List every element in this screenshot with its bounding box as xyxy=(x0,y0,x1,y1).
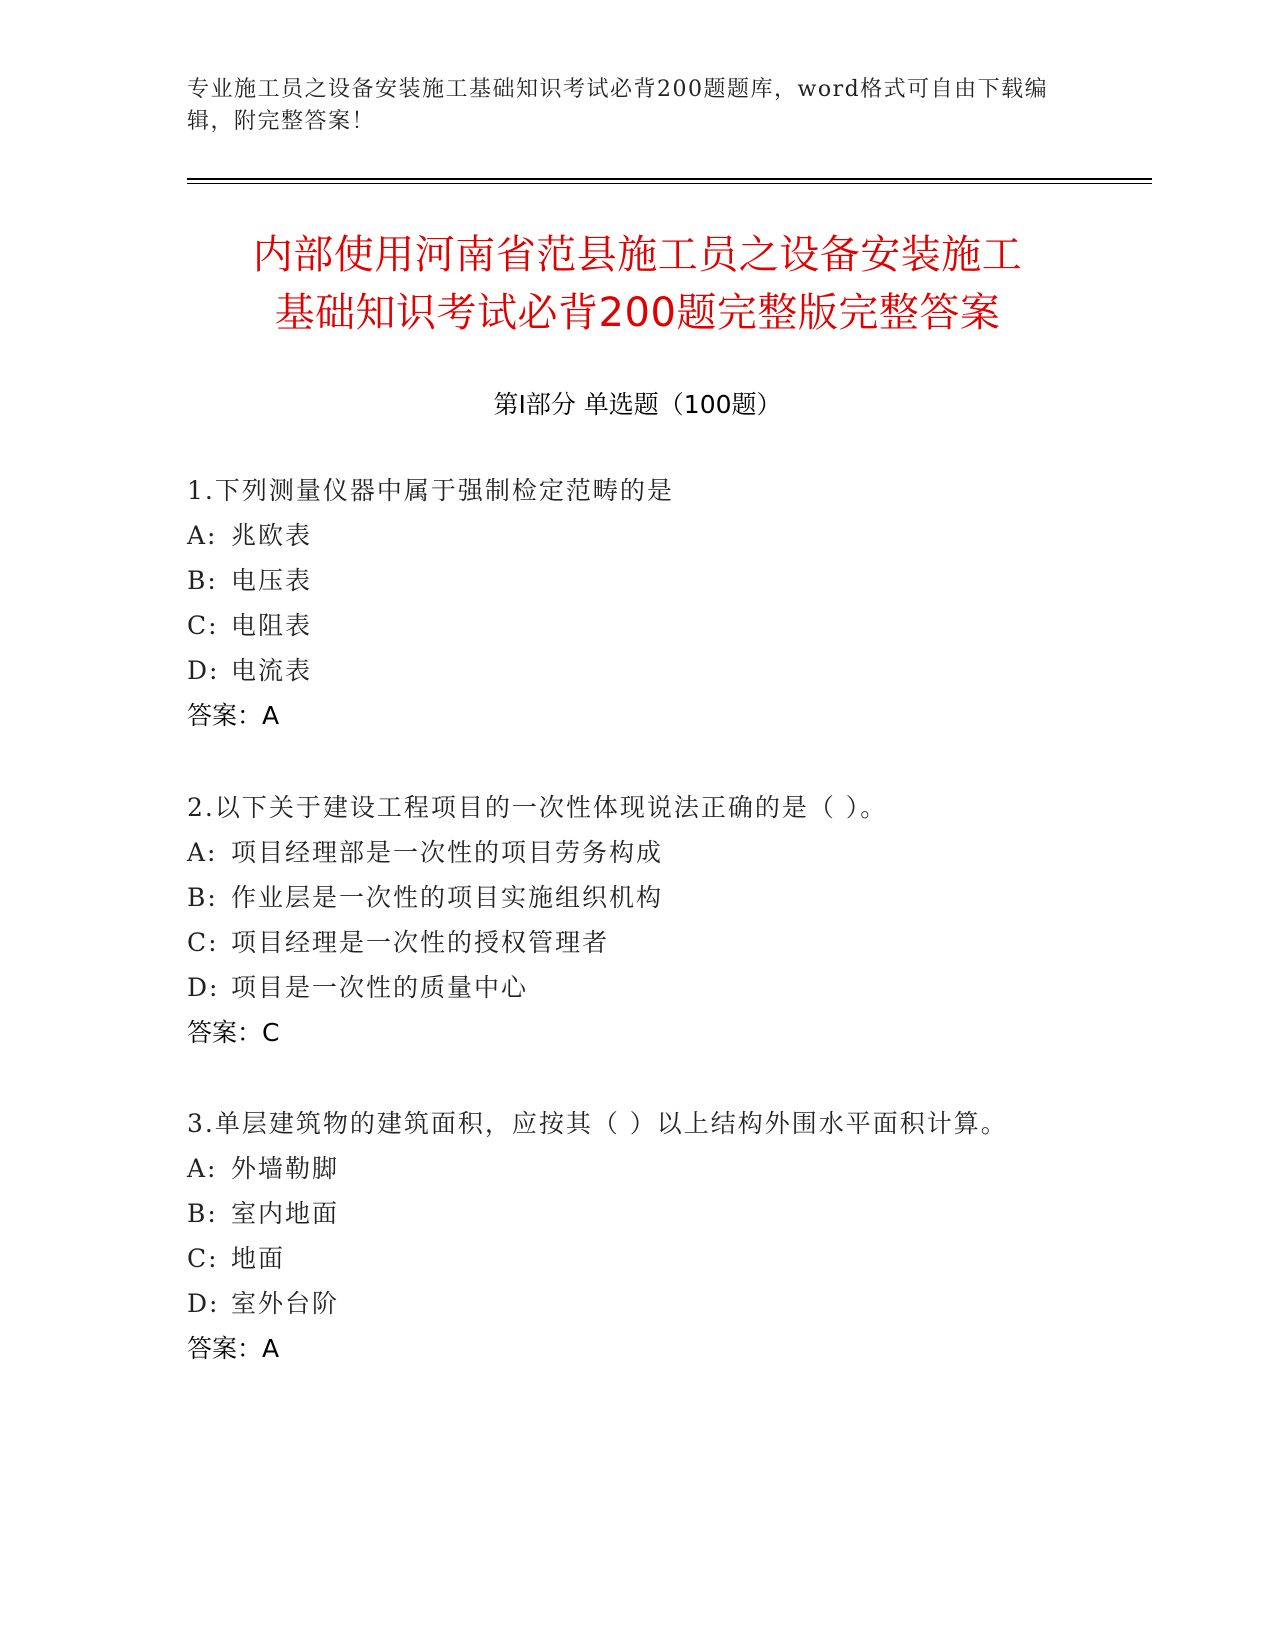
option-text: 电阻表 xyxy=(231,611,313,640)
answer: 答案：C xyxy=(187,1018,280,1047)
option-c xyxy=(187,920,1137,965)
option-text: 项目经理是一次性的授权管理者 xyxy=(231,928,610,957)
option-letter: D: xyxy=(187,1289,220,1318)
option-text: 作业层是一次性的项目实施组织机构 xyxy=(231,883,664,912)
option-letter: B: xyxy=(187,1199,218,1228)
option-letter: A: xyxy=(187,521,218,550)
answer: 答案：A xyxy=(187,1334,280,1363)
option-text: 外墙勒脚 xyxy=(231,1154,340,1183)
option-letter: D: xyxy=(187,656,220,685)
option-letter: B: xyxy=(187,883,218,912)
option-a xyxy=(187,830,1137,875)
option-letter: A: xyxy=(187,1154,218,1183)
header-rule-thick xyxy=(187,178,1152,180)
document-title-line-2: 基础知识考试必背200题完整版完整答案 xyxy=(274,290,1001,336)
option-b xyxy=(187,558,1137,603)
option-b xyxy=(187,875,1137,920)
option-d xyxy=(187,965,1137,1010)
option-letter: A: xyxy=(187,838,218,867)
question-1 xyxy=(187,468,1137,738)
option-text: 项目是一次性的质量中心 xyxy=(231,973,529,1002)
question-stem: 2.以下关于建设工程项目的一次性体现说法正确的是（ ）。 xyxy=(187,793,888,822)
option-c xyxy=(187,603,1137,648)
option-letter: C: xyxy=(187,928,219,957)
question-stem: 1.下列测量仪器中属于强制检定范畴的是 xyxy=(187,476,674,505)
answer: 答案：A xyxy=(187,701,280,730)
document-title-line-1: 内部使用河南省范县施工员之设备安装施工 xyxy=(252,232,1023,278)
document-title xyxy=(150,226,1125,342)
option-d xyxy=(187,648,1137,693)
option-text: 项目经理部是一次性的项目劳务构成 xyxy=(231,838,664,867)
question-stem: 3.单层建筑物的建筑面积，应按其（ ）以上结构外围水平面积计算。 xyxy=(187,1109,1008,1138)
option-a xyxy=(187,513,1137,558)
option-letter: C: xyxy=(187,611,219,640)
header-note: 专业施工员之设备安装施工基础知识考试必背200题题库，word格式可自由下载编辑，附完整答案！ xyxy=(187,77,1049,134)
option-text: 兆欧表 xyxy=(231,521,313,550)
option-letter: C: xyxy=(187,1244,219,1273)
question-2 xyxy=(187,785,1137,1055)
option-b xyxy=(187,1191,1137,1236)
option-letter: B: xyxy=(187,566,218,595)
question-3 xyxy=(187,1101,1137,1371)
option-text: 电压表 xyxy=(231,566,313,595)
option-text: 室内地面 xyxy=(231,1199,340,1228)
option-text: 电流表 xyxy=(231,656,313,685)
option-c xyxy=(187,1236,1137,1281)
option-text: 室外台阶 xyxy=(231,1289,340,1318)
section-title: 第Ⅰ部分 单选题（100题） xyxy=(493,390,782,419)
option-d xyxy=(187,1281,1137,1326)
option-a xyxy=(187,1146,1137,1191)
option-letter: D: xyxy=(187,973,220,1002)
header-rule-thin xyxy=(187,183,1152,184)
option-text: 地面 xyxy=(231,1244,286,1273)
